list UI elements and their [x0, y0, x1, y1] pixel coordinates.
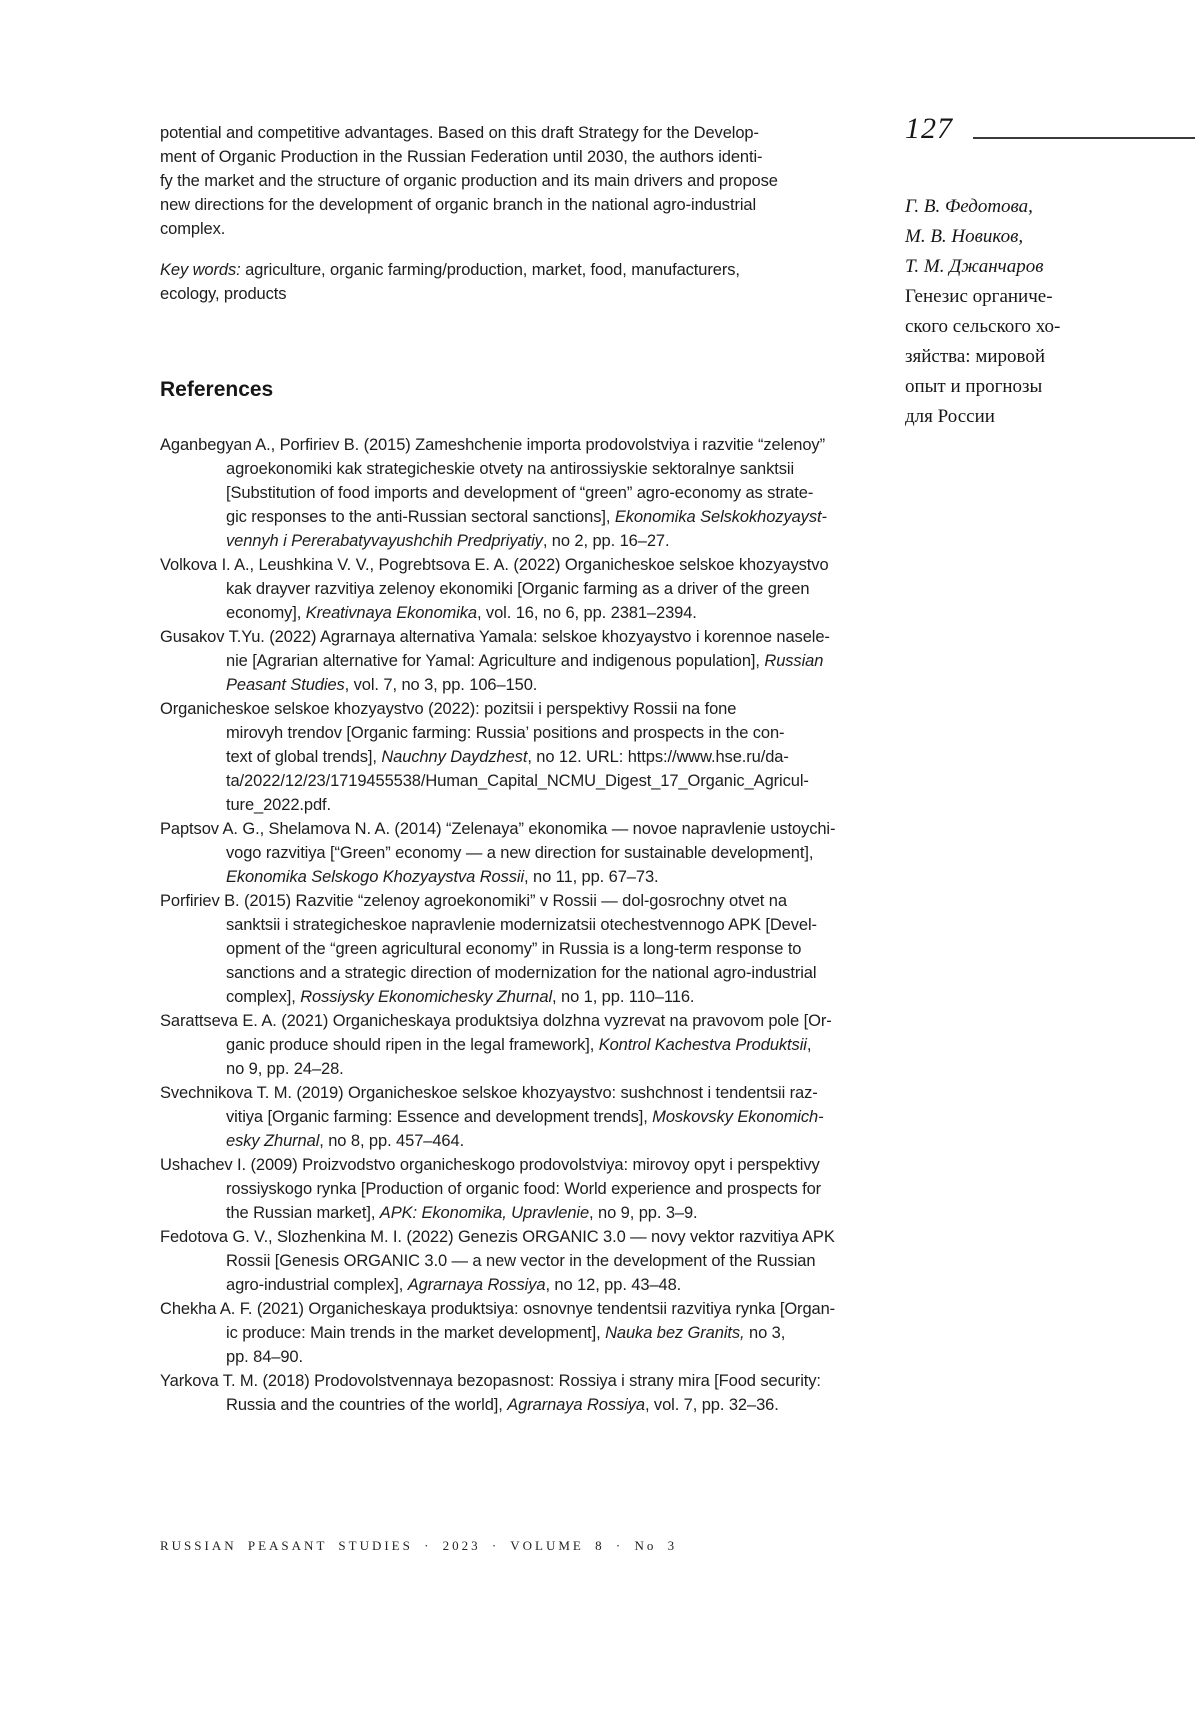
reference-entry [160, 1369, 890, 1417]
text-line: Ushachev I. (2009) Proizvodstvo organicheskogo prodovolstviya: mirovoy opyt i perspektivy [160, 1156, 820, 1174]
text-line: Peasant Studies, vol. 7, no 3, pp. 106–150. [226, 676, 538, 694]
text-line: kak drayver razvitiya zelenoy ekonomiki [Organic farming as a driver of the green [226, 580, 810, 598]
margin-sidebar [905, 112, 1195, 432]
text-line: ic produce: Main trends in the market development], Nauka bez Granits, no 3, [226, 1324, 786, 1342]
text-line: vitiya [Organic farming: Essence and development trends], Moskovsky Ekonomich- [226, 1108, 824, 1126]
text-line: new directions for the development of organic branch in the national agro-industrial [160, 196, 757, 214]
text-line: Gusakov T.Yu. (2022) Agrarnaya alternativa Yamala: selskoe khozyaystvo i korennoe nasele- [160, 628, 830, 646]
text-line: Yarkova T. M. (2018) Prodovolstvennaya bezopasnost: Rossiya i strany mira [Food security: [160, 1372, 821, 1390]
text-line: Fedotova G. V., Slozhenkina M. I. (2022) Genezis ORGANIC 3.0 — novy vektor razvitiya APK [160, 1228, 835, 1246]
text-line: [Substitution of food imports and development of “green” agro-economy as strate- [226, 484, 814, 502]
text-line: agro-industrial complex], Agrarnaya Rossiya, no 12, pp. 43–48. [226, 1276, 682, 1294]
text-line: sanctions and a strategic direction of modernization for the national agro-industrial [226, 964, 817, 982]
text-line: М. В. Новиков, [905, 226, 1024, 247]
main-column [160, 121, 890, 1417]
reference-entry [160, 697, 890, 817]
text-line: agroekonomiki kak strategicheskie otvety na antirossiyskie sektoralnye sanktsii [226, 460, 795, 478]
reference-entry [160, 889, 890, 1009]
text-line: vennyh i Pererabatyvayushchih Predpriyatiy, no 2, pp. 16–27. [226, 532, 670, 550]
text-line: rossiyskogo rynka [Production of organic food: World experience and prospects for [226, 1180, 822, 1198]
page-header-row [905, 112, 1195, 146]
references-list [160, 433, 890, 1417]
text-line: ment of Organic Production in the Russian Federation until 2030, the authors identi- [160, 148, 763, 166]
text-line: opment of the “green agricultural economy” in Russia is a long-term response to [226, 940, 802, 958]
text-line: Paptsov A. G., Shelamova N. A. (2014) “Zelenaya” ekonomika — novoe napravlenie ustoychi- [160, 820, 836, 838]
text-line: Chekha A. F. (2021) Organicheskaya produktsiya: osnovnye tendentsii razvitiya rynka [Organ- [160, 1300, 836, 1318]
header-rule [973, 137, 1195, 139]
text-line: ского сельского хо- [905, 316, 1061, 337]
text-line: economy], Kreativnaya Ekonomika, vol. 16, no 6, pp. 2381–2394. [226, 604, 697, 622]
reference-entry [160, 553, 890, 625]
reference-entry [160, 1009, 890, 1081]
reference-entry [160, 1153, 890, 1225]
text-line: the Russian market], APK: Ekonomika, Upravlenie, no 9, pp. 3–9. [226, 1204, 698, 1222]
reference-entry [160, 1081, 890, 1153]
text-line: Sarattseva E. A. (2021) Organicheskaya produktsiya dolzhna vyzrevat na pravovom pole [Or- [160, 1012, 832, 1030]
reference-entry [160, 1297, 890, 1369]
text-line: опыт и прогнозы [905, 376, 1043, 397]
abstract-paragraph [160, 121, 890, 241]
text-line: Т. М. Джанчаров [905, 256, 1044, 277]
text-line: Svechnikova T. M. (2019) Organicheskoe selskoe khozyaystvo: sushchnost i tendentsii raz- [160, 1084, 818, 1102]
keywords-paragraph [160, 258, 890, 306]
text-line: Aganbegyan A., Porfiriev B. (2015) Zameshchenie importa prodovolstviya i razvitie “zelenoy” [160, 436, 825, 454]
text-line: mirovyh trendov [Organic farming: Russia’ positions and prospects in the con- [226, 724, 785, 742]
text-line: ganic produce should ripen in the legal framework], Kontrol Kachestva Produktsii, [226, 1036, 812, 1054]
text-line: ture_2022.pdf. [226, 796, 332, 814]
text-line: sanktsii i strategicheskoe napravlenie modernizatsii otechestvennogo APK [Devel- [226, 916, 817, 934]
text-line: gic responses to the anti-Russian sectoral sanctions], Ekonomika Selskokhozyayst- [226, 508, 827, 526]
text-line: Г. В. Федотова, [905, 196, 1033, 217]
text-line: no 9, pp. 24–28. [226, 1060, 344, 1078]
reference-entry [160, 625, 890, 697]
text-line: potential and competitive advantages. Based on this draft Strategy for the Develop- [160, 124, 759, 142]
text-line: ta/2022/12/23/1719455538/Human_Capital_NCMU_Digest_17_Organic_Agricul- [226, 772, 809, 790]
page-number: 127 [905, 112, 953, 145]
text-line: Volkova I. A., Leushkina V. V., Pogrebtsova E. A. (2022) Organicheskoe selskoe khozyaystvo [160, 556, 829, 574]
text-line: для России [905, 406, 995, 427]
reference-entry [160, 433, 890, 553]
reference-entry [160, 1225, 890, 1297]
text-line: Rossii [Genesis ORGANIC 3.0 — a new vector in the development of the Russian [226, 1252, 816, 1270]
text-line: fy the market and the structure of organic production and its main drivers and propose [160, 172, 778, 190]
text-line: зяйства: мировой [905, 346, 1046, 367]
text-line: complex], Rossiysky Ekonomichesky Zhurnal, no 1, pp. 110–116. [226, 988, 695, 1006]
text-line: nie [Agrarian alternative for Yamal: Agriculture and indigenous population], Russian [226, 652, 824, 670]
text-line: complex. [160, 220, 226, 238]
text-line: Russia and the countries of the world], Agrarnaya Rossiya, vol. 7, pp. 32–36. [226, 1396, 779, 1414]
text-line: Key words: agriculture, organic farming/production, market, food, manufacturers, [160, 261, 740, 279]
journal-footer: RUSSIAN PEASANT STUDIES · 2023 · VOLUME 8 · No 3 [160, 1538, 678, 1553]
sidebar-article-title [905, 282, 1195, 432]
text-line: ecology, products [160, 285, 287, 303]
reference-entry [160, 817, 890, 889]
text-line: Porfiriev B. (2015) Razvitie “zelenoy agroekonomiki” v Rossii — dol-gosrochny otvet na [160, 892, 787, 910]
text-line: Генезис органиче- [905, 286, 1053, 307]
text-line: vogo razvitiya [“Green” economy — a new direction for sustainable development], [226, 844, 814, 862]
text-line: esky Zhurnal, no 8, pp. 457–464. [226, 1132, 465, 1150]
text-line: Ekonomika Selskogo Khozyaystva Rossii, no 11, pp. 67–73. [226, 868, 659, 886]
sidebar-authors [905, 192, 1195, 282]
references-heading: References [160, 378, 274, 401]
text-line: text of global trends], Nauchny Daydzhest, no 12. URL: https://www.hse.ru/da- [226, 748, 789, 766]
text-line: pp. 84–90. [226, 1348, 303, 1366]
text-line: Organicheskoe selskoe khozyaystvo (2022): pozitsii i perspektivy Rossii na fone [160, 700, 737, 718]
